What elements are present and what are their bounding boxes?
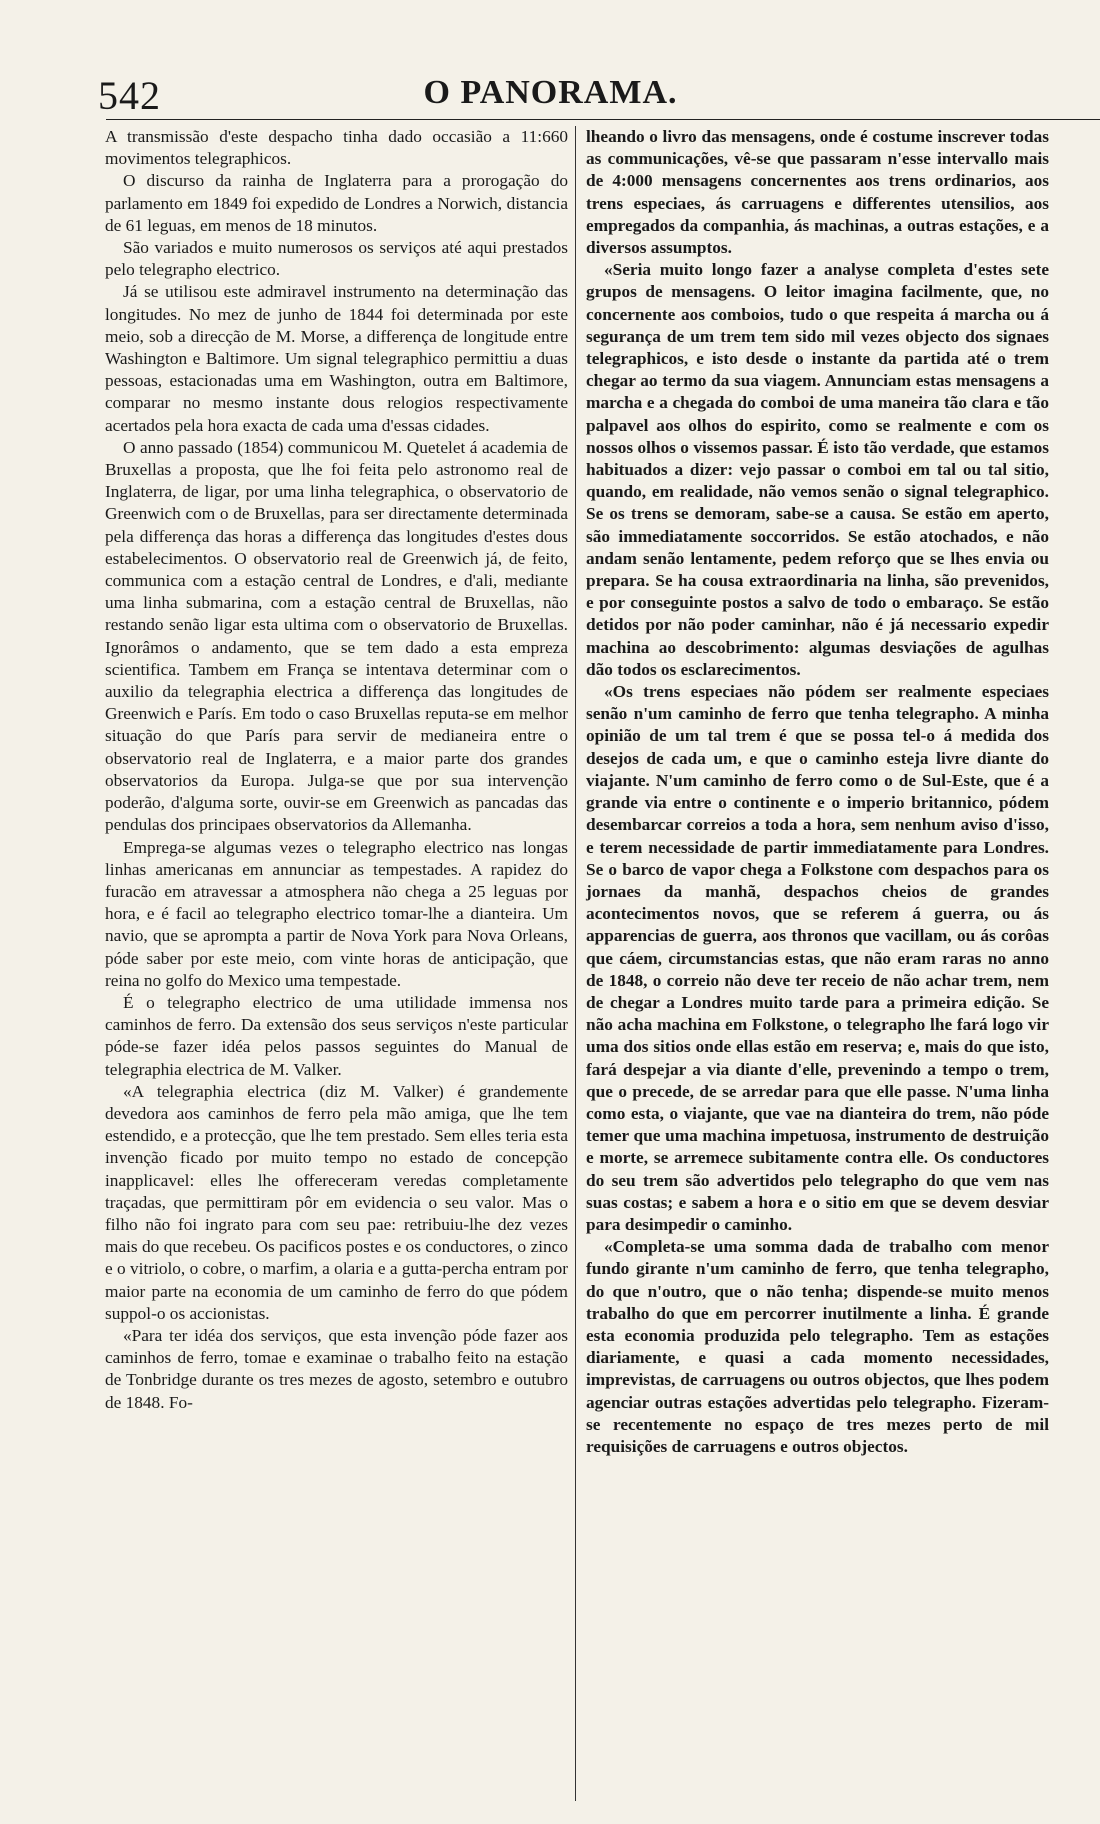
left-column: [105, 126, 568, 1414]
paragraph: «Para ter idéa dos serviços, que esta invenção póde fazer aos caminhos de ferro, tomae e examinae o trabalho feito na estação de Tonbridge durante os tres mezes de agosto, setembro e outubro de 1848. Fo-: [105, 1325, 568, 1412]
paragraph: O anno passado (1854) communicou M. Quetelet á academia de Bruxellas a proposta, que lhe foi feita pelo astronomo real de Inglaterra, de ligar, por uma linha telegraphica, o observatorio de Greenwich com o de Bruxellas, para ser directamente determinada pela differença das horas a differença das longitudes d'estes dous estabelecimentos. O observatorio real de Greenwich já, de feito, communica com a estação central de Londres, e d'ali, mediante uma linha submarina, com a estação central de Bruxellas, não restando senão ligar esta ultima com o observatorio de Bruxellas. Ignorâmos o andamento, que se tem dado a esta empreza scientifica. Tambem em França se intentava determinar com o auxilio da telegraphia electrica a differença das longitudes de Greenwich e París. Em todo o caso Bruxellas reputa-se em melhor situação do que París para servir de medianeira entre o observatorio real de Inglaterra, e a maior parte dos grandes observatorios da Europa. Julga-se que por sua intervenção poderão, d'alguma sorte, ouvir-se em Greenwich as pancadas das pendulas dos principaes observatorios da Allemanha.: [105, 437, 568, 835]
page-number: 542: [98, 73, 161, 118]
paragraph: «Os trens especiaes não pódem ser realmente especiaes senão n'um caminho de ferro que tenha telegrapho. A minha opinião de um tal trem é que se possa tel-o á medida dos desejos de cada um, e que o caminho esteja livre diante do viajante. N'um caminho de ferro como o de Sul-Este, que é a grande via entre o continente e o imperio britannico, pódem desembarcar correios a toda a hora, sem nenhum aviso d'isso, e terem necessidade de partir immediatamente para Londres. Se o barco de vapor chega a Folkstone com despachos para os jornaes da manhã, despachos cheios de grandes acontecimentos novos, que se referem á guerra, ou ás apparencias de guerra, aos thronos que vacillam, ou ás corôas que cáem, circumstancias estas, que não eram raras no anno de 1848, o correio não deve ter receio de não achar trem, nem de chegar a Londres muito tarde para a primeira edição. Se não acha machina em Folkstone, o telegrapho lhe fará logo vir uma dos sitios onde ellas estão em reserva; e, mais do que isto, fará despejar a via diante d'elle, prevenindo a tempo o trem, que o precede, de se arredar para que elle passe. N'uma linha como esta, o viajante, que vae na dianteira do trem, não póde temer que uma machina impetuosa, instrumento de destruição e morte, se arremece subitamente contra elle. Os conductores do seu trem são advertidos pelo telegrapho do que vem nas suas costas; e sabem a hora e o sitio em que se devem desviar para desimpedir o caminho.: [586, 682, 1049, 1234]
masthead-title: O PANORAMA.: [423, 74, 678, 111]
paragraph: São variados e muito numerosos os serviços até aqui prestados pelo telegrapho electrico.: [105, 238, 568, 280]
paragraph: «A telegraphia electrica (diz M. Valker) é grandemente devedora aos caminhos de ferro pela mão amiga, que lhe tem estendido, e a protecção, que lhe tem prestado. Sem elles teria esta invenção ficado por muito tempo no estado de concepção inapplicavel: elles lhe offereceram veredas completamente traçadas, que permittiram pôr em evidencia o seu valor. Mas o filho não foi ingrato para com seu pae: retribuiu-lhe dez vezes mais do que recebeu. Os pacificos postes e os conductores, o zinco e o vitriolo, o cobre, o marfim, a olaria e a gutta-percha entram por maior parte na economia de um caminho de ferro do que pódem suppol-o os accionistas.: [105, 1081, 568, 1323]
header-rule: [106, 119, 1100, 120]
paragraph: A transmissão d'este despacho tinha dado occasião a 11:660 movimentos telegraphicos.: [105, 127, 568, 169]
paragraph: Emprega-se algumas vezes o telegrapho electrico nas longas linhas americanas em annunciar as tempestades. A rapidez do furacão em atravessar a atmosphera não chega a 25 leguas por hora, e é facil ao telegrapho electrico tomar-lhe a dianteira. Um navio, que se apromptа a partir de Nova York para Nova Orleans, póde saber por este meio, com vinte horas de anticipação, que reina no golfo do Mexico uma tempestade.: [105, 837, 568, 990]
paragraph: É o telegrapho electrico de uma utilidade immensa nos caminhos de ferro. Da extensão dos seus serviços n'este particular póde-se fazer idéa pelos passos seguintes do Manual de telegraphia electrica de M. Valker.: [105, 992, 568, 1079]
paragraph: Já se utilisou este admiravel instrumento na determinação das longitudes. No mez de junho de 1844 foi determinada por este meio, sob a direcção de M. Morse, a differença de longitude entre Washington e Baltimore. Um signal telegraphico permittiu a duas pessoas, estacionadas uma em Washington, outra em Baltimore, comparar no mesmo instante dous relogios respectivamente acertados pela hora exacta de cada uma d'essas cidades.: [105, 282, 568, 435]
paragraph: lheando o livro das mensagens, onde é costume inscrever todas as communicações, vê-se que passaram n'esse intervallo mais de 4:000 mensagens concernentes aos trens ordinarios, aos trens especiaes, ás carruagens e differentes utensilios, aos empregados da companhia, ás machinas, a outras estações, e a diversos assumptos.: [586, 127, 1049, 258]
column-divider: [575, 126, 576, 1801]
right-column: [586, 126, 1049, 1458]
paragraph: «Seria muito longo fazer a analyse completa d'estes sete grupos de mensagens. O leitor imagina facilmente, que, no concernente aos comboios, tudo o que respeita á marcha ou á segurança de um trem tem sido mil vezes objecto dos signaes telegraphicos, e isto desde o instante da partida até o trem chegar ao termo da sua viagem. Annunciam estas mensagens a marcha e a chegada do comboi de uma maneira tão clara e tão palpavel aos olhos do espirito, como se realmente e com os nossos olhos o vissemos passar. É isto tão verdade, que estamos habituados a dizer: vejo passar o comboi em tal ou tal sitio, quando, em realidade, não vemos senão o signal telegraphico. Se os trens se demoram, sabe-se a causa. Se estão em aperto, são immediatamente soccorridos. Se estão atochados, e não andam senão lentamente, pedem reforço que se lhes envia ou prepara. Se ha cousa extraordinaria na linha, são prevenidos, e por conseguinte postos a salvo de todo o embaraço. Se estão detidos por não poder caminhar, não é já necessario expedir machina ao descobrimento: algumas desviações de agulhas dão todos os esclarecimentos.: [586, 260, 1049, 679]
paragraph: O discurso da rainha de Inglaterra para a prorogação do parlamento em 1849 foi expedido de Londres a Norwich, distancia de 61 leguas, em menos de 18 minutos.: [105, 171, 568, 235]
paragraph: «Completa-se uma somma dada de trabalho com menor fundo girante n'um caminho de ferro, que tenha telegrapho, do que n'outro, que o não tenha; dispende-se muito menos trabalho do que em percorrer inutilmente a linha. É grande esta economia produzida pelo telegrapho. Tem as estações diariamente, e quasi a cada momento necessidades, imprevistas, de carruagens ou outros objectos, que lhes podem agenciar outras estações advertidas pelo telegrapho. Fizeram-se recentemente no espaço de tres mezes perto de mil requisições de carruagens e outros objectos.: [586, 1237, 1049, 1456]
page-header: [98, 72, 1003, 120]
